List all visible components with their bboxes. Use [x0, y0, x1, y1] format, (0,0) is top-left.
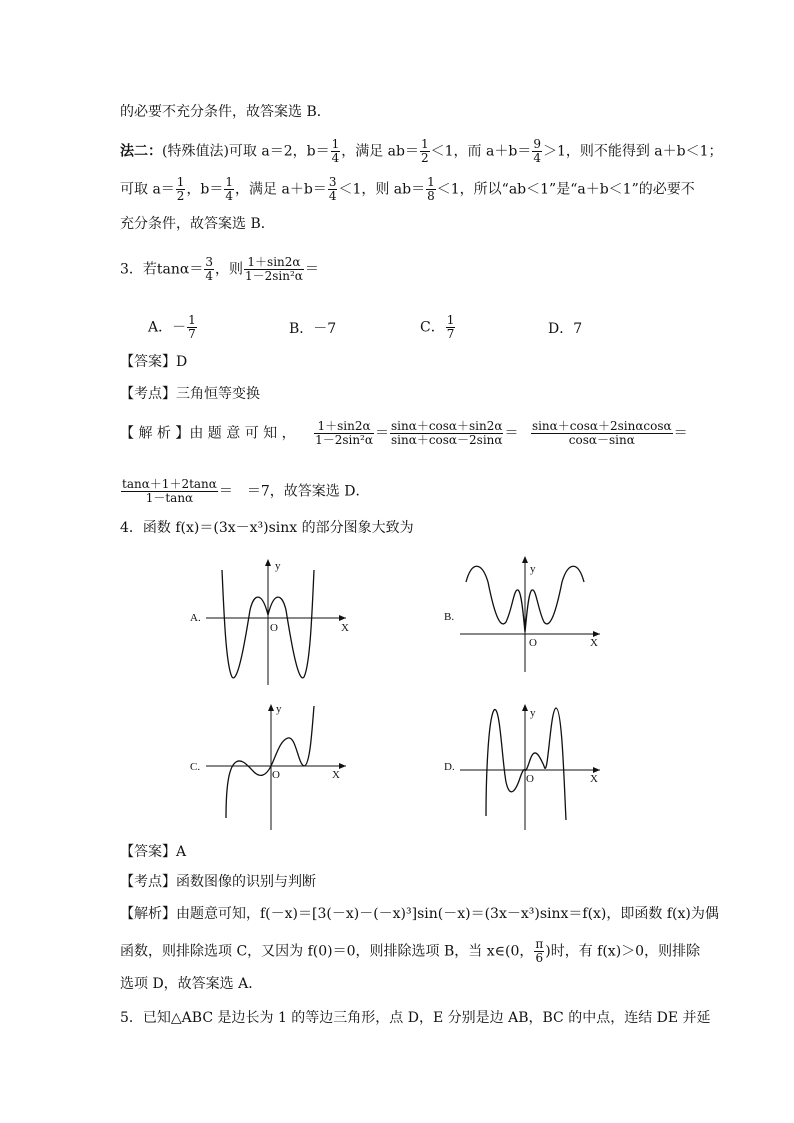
- graph-d: [440, 700, 620, 840]
- text: ，b＝: [186, 181, 224, 198]
- option-c: [420, 314, 456, 341]
- text-line: [120, 214, 275, 234]
- text: (特殊值法)可取 a＝2，b＝: [162, 143, 330, 160]
- text: ＝ ＝7，故答案选 D．: [218, 483, 370, 500]
- analysis: [120, 420, 688, 447]
- answer: [120, 842, 186, 862]
- numerator: sinα＋cosα＋sin2α: [390, 419, 503, 433]
- fraction: [534, 938, 544, 965]
- text: 5．已知△ABC 是边长为 1 的等边三角形，点 D，E 分别是边 AB，BC 的中点，连结 DE 并延: [120, 1010, 711, 1026]
- y-label: y: [530, 707, 536, 719]
- denominator: 4: [533, 151, 541, 165]
- text: ，满足 ab＝: [341, 143, 419, 160]
- y-arrow-icon: [265, 559, 271, 566]
- fraction: [224, 176, 234, 203]
- fraction: [314, 420, 374, 447]
- fraction: [187, 314, 197, 341]
- x-arrow-icon: [339, 615, 346, 621]
- curve: [226, 706, 314, 818]
- denominator: 6: [535, 951, 544, 965]
- denominator: 2: [421, 151, 429, 165]
- fraction: [244, 256, 304, 283]
- numerator: 9: [533, 137, 541, 151]
- text: ＞1，则不能得到 a＋b＜1；: [542, 143, 723, 160]
- option-a: [148, 314, 198, 341]
- graph-label: A.: [190, 612, 201, 624]
- graph-label: D.: [444, 761, 455, 773]
- numerator: 1: [176, 175, 185, 189]
- question-5: [120, 1008, 711, 1028]
- numerator: 3: [328, 175, 337, 189]
- x-label: X: [332, 769, 340, 781]
- origin-label: O: [270, 622, 278, 634]
- text-line: [120, 138, 723, 165]
- origin-label: O: [526, 773, 534, 785]
- x-label: X: [590, 637, 598, 649]
- analysis: [120, 938, 700, 965]
- x-label: X: [590, 773, 598, 785]
- numerator: 1: [188, 313, 196, 327]
- text: ＝: [504, 425, 519, 442]
- numerator: 1: [421, 137, 429, 151]
- denominator: 2: [176, 189, 185, 203]
- y-arrow-icon: [268, 704, 274, 711]
- y-label: y: [275, 560, 281, 572]
- fraction: [531, 420, 673, 447]
- text: ＜1，则 ab＝: [338, 181, 426, 198]
- y-label: y: [276, 703, 282, 715]
- analysis: [120, 478, 369, 505]
- text: ＝: [374, 425, 389, 442]
- fraction: [390, 420, 504, 447]
- option-d: [548, 318, 582, 338]
- text: 【解析】由题意可知，f(－x)＝[3(－x)－(－x)³]sin(－x)＝(3x－x³)sinx＝f(x)，即函数 f(x)为偶: [120, 906, 719, 922]
- numerator: tanα＋1＋2tanα: [122, 477, 217, 491]
- knowledge-point: [120, 384, 260, 404]
- fraction: [420, 138, 430, 165]
- option-b: [289, 318, 336, 338]
- question-4: [120, 518, 414, 538]
- question-3: [120, 256, 319, 283]
- denominator: 4: [205, 269, 213, 283]
- knowledge-point: [120, 872, 316, 892]
- graph-label: C.: [190, 761, 201, 773]
- denominator: 4: [225, 189, 234, 203]
- denominator: cosα－sinα: [568, 433, 635, 447]
- denominator: 7: [188, 327, 196, 341]
- text: ＜1，而 a＋b＝: [430, 143, 532, 160]
- curve: [486, 708, 566, 820]
- numerator: sinα＋cosα＋2sinαcosα: [531, 419, 672, 433]
- fraction: [204, 256, 214, 283]
- analysis: [120, 974, 262, 994]
- y-arrow-icon: [522, 704, 528, 711]
- graph-label: B.: [444, 611, 455, 623]
- text: 3．若tanα＝: [120, 261, 204, 278]
- text: ＝: [304, 261, 319, 278]
- text-line: [120, 176, 695, 203]
- numerator: 1＋sin2α: [244, 256, 304, 270]
- text: 【考点】函数图像的识别与判断: [120, 874, 316, 890]
- numerator: 3: [205, 255, 213, 269]
- text: ，满足 a＋b＝: [235, 181, 327, 198]
- numerator: 1: [427, 175, 435, 189]
- method-label: 法二：: [120, 143, 162, 160]
- text-line: [120, 102, 331, 122]
- graph-a: [186, 555, 366, 695]
- text: 充分条件，故答案选 B．: [120, 216, 275, 232]
- text: ＜1，所以“ab＜1”是“a＋b＜1”的必要不: [436, 181, 695, 198]
- answer: [120, 352, 187, 372]
- numerator: π: [535, 937, 544, 951]
- fraction: [331, 138, 341, 165]
- denominator: 1－2sin²α: [245, 269, 303, 283]
- denominator: sinα＋cosα－2sinα: [390, 433, 503, 447]
- denominator: 8: [427, 189, 435, 203]
- text: 可取 a＝: [120, 181, 175, 198]
- text: 函数，则排除选项 C，又因为 f(0)＝0，则排除选项 B，当 x∈(0，: [120, 943, 534, 960]
- denominator: 4: [328, 189, 337, 203]
- text: 的必要不充分条件，故答案选 B．: [120, 104, 331, 120]
- numerator: 1＋sin2α: [314, 420, 374, 434]
- text: D．7: [548, 321, 583, 337]
- y-label: y: [530, 563, 536, 575]
- text: A．－: [148, 319, 187, 336]
- denominator: 7: [446, 327, 455, 341]
- origin-label: O: [272, 769, 280, 781]
- numerator: 1: [446, 313, 455, 327]
- text: ＝: [673, 425, 688, 442]
- numerator: 1: [225, 175, 234, 189]
- graph-c: [186, 700, 366, 840]
- fraction: [121, 478, 218, 505]
- text: 选项 D，故答案选 A．: [120, 976, 263, 992]
- denominator: 1－tanα: [145, 491, 194, 505]
- text: C．: [420, 319, 445, 336]
- numerator: 1: [331, 137, 340, 151]
- graph-b: [440, 552, 620, 692]
- text: 【考点】三角恒等变换: [120, 386, 260, 402]
- denominator: 4: [331, 151, 340, 165]
- text: ，则: [215, 261, 243, 278]
- x-label: X: [341, 622, 349, 634]
- fraction: [328, 176, 338, 203]
- denominator: 1－2sin²α: [315, 433, 373, 447]
- y-arrow-icon: [522, 556, 528, 563]
- fraction: [176, 176, 186, 203]
- text: B．－7: [289, 321, 337, 337]
- text: 【答案】D: [120, 354, 188, 370]
- fraction: [426, 176, 436, 203]
- x-arrow-icon: [339, 763, 346, 769]
- text: 【答案】A: [120, 844, 187, 860]
- fraction: [446, 314, 456, 341]
- text: 4．函数 f(x)＝(3x－x³)sinx 的部分图象大致为: [120, 520, 414, 536]
- text: 【 解 析 】由 题 意 可 知 ，: [120, 425, 296, 442]
- analysis: [120, 904, 719, 924]
- fraction: [532, 138, 542, 165]
- text: )时，有 f(x)＞0，则排除: [545, 943, 701, 960]
- origin-label: O: [529, 637, 537, 649]
